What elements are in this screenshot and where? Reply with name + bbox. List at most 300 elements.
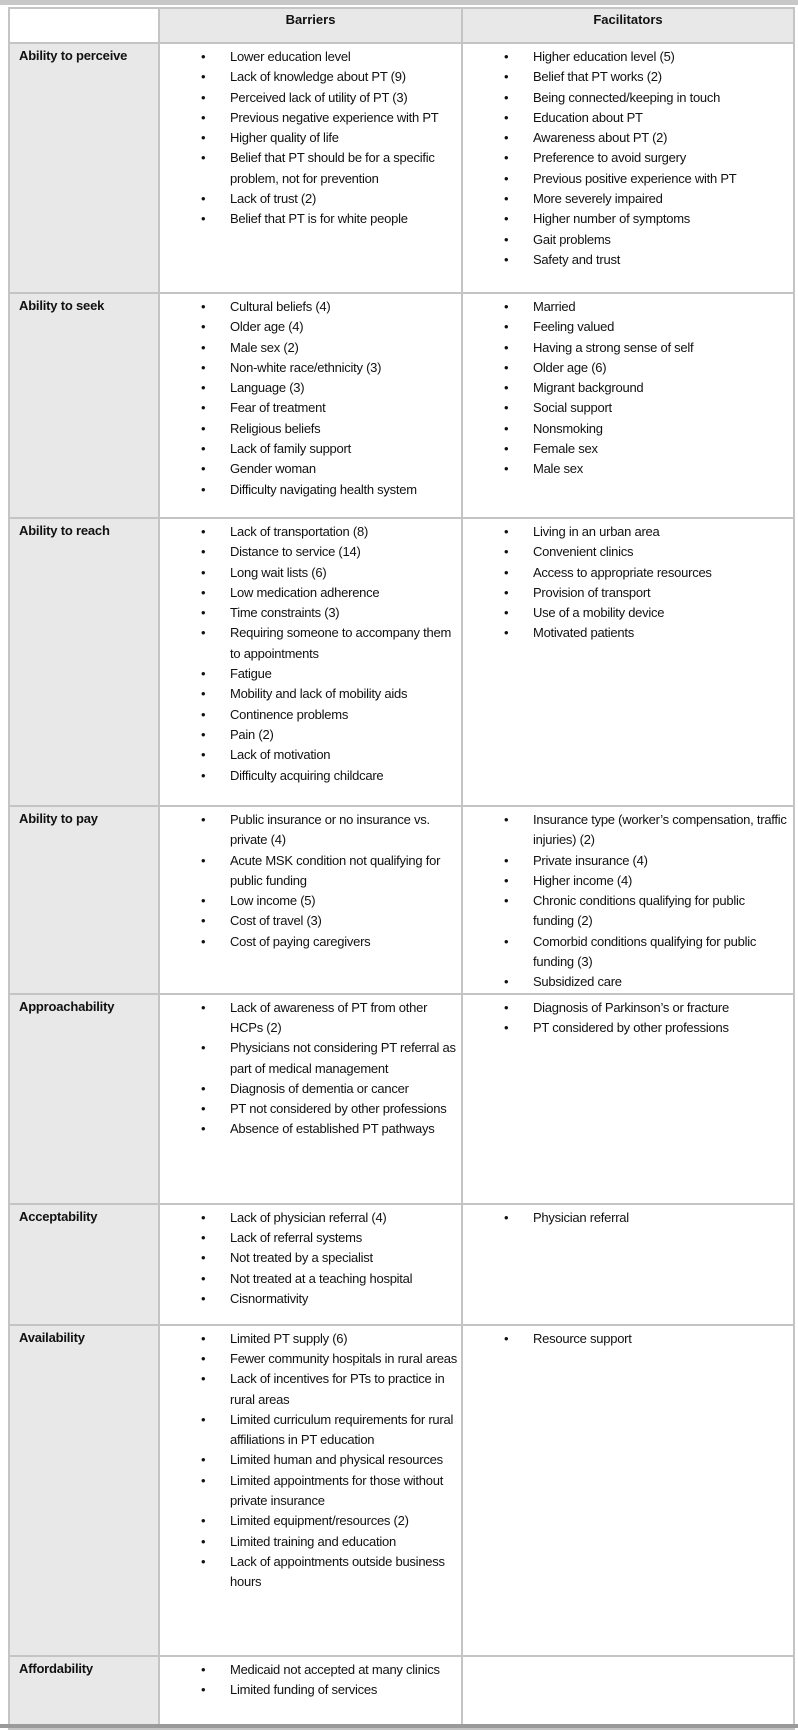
item-text: Higher income (4) bbox=[533, 872, 633, 888]
item-text: Migrant background bbox=[533, 380, 644, 396]
list-item bbox=[463, 209, 793, 229]
item-text: Previous positive experience with PT bbox=[533, 170, 737, 186]
item-text: Social support bbox=[533, 400, 612, 416]
bullet-icon: • bbox=[504, 130, 509, 146]
bullet-icon: • bbox=[504, 191, 509, 207]
barriers-cell bbox=[159, 518, 462, 806]
item-text: Higher education level (5) bbox=[533, 49, 675, 64]
bullet-icon: • bbox=[504, 812, 509, 827]
bullet-icon: • bbox=[201, 726, 206, 742]
item-text: Non-white race/ethnicity (3) bbox=[230, 359, 382, 375]
table-row bbox=[9, 806, 794, 994]
row-label: Approachability bbox=[9, 994, 159, 1204]
item-text: Male sex (2) bbox=[230, 339, 299, 355]
item-text: Older age (4) bbox=[230, 319, 304, 335]
list-item bbox=[160, 1552, 461, 1593]
list-item bbox=[160, 439, 461, 459]
list-item bbox=[160, 88, 461, 108]
bullet-icon: • bbox=[504, 319, 509, 335]
list-item bbox=[160, 603, 461, 623]
bullet-icon: • bbox=[201, 339, 206, 355]
list-item bbox=[463, 810, 793, 851]
barriers-cell bbox=[159, 994, 462, 1204]
item-text: Higher quality of life bbox=[230, 130, 339, 146]
bullet-icon: • bbox=[504, 933, 509, 949]
list-item bbox=[160, 684, 461, 704]
list-item bbox=[160, 1228, 461, 1248]
list-item bbox=[160, 209, 461, 229]
item-text: Public insurance or no insurance vs. private (4) bbox=[230, 812, 430, 848]
item-text: Lack of knowledge about PT (9) bbox=[230, 69, 406, 85]
list-item bbox=[160, 1511, 461, 1531]
header-row bbox=[9, 8, 794, 43]
item-text: More severely impaired bbox=[533, 191, 663, 207]
facilitators-list bbox=[463, 294, 793, 480]
list-item bbox=[160, 189, 461, 209]
list-item bbox=[160, 338, 461, 358]
barriers-cell bbox=[159, 293, 462, 518]
item-text: Lack of referral systems bbox=[230, 1229, 362, 1245]
row-label: Ability to perceive bbox=[9, 43, 159, 293]
list-item bbox=[463, 378, 793, 398]
bullet-icon: • bbox=[504, 1019, 509, 1035]
item-text: Nonsmoking bbox=[533, 420, 603, 436]
row-label: Ability to reach bbox=[9, 518, 159, 806]
list-item bbox=[160, 378, 461, 398]
item-text: Awareness about PT (2) bbox=[533, 130, 668, 146]
facilitators-list bbox=[463, 519, 793, 644]
barriers-cell bbox=[159, 1656, 462, 1729]
table-row bbox=[9, 994, 794, 1204]
bullet-icon: • bbox=[201, 1371, 206, 1387]
bullet-icon: • bbox=[201, 1250, 206, 1266]
item-text: Mobility and lack of mobility aids bbox=[230, 686, 408, 702]
item-text: Fear of treatment bbox=[230, 400, 326, 416]
bullet-icon: • bbox=[504, 461, 509, 477]
bullet-icon: • bbox=[201, 481, 206, 497]
bullet-icon: • bbox=[201, 686, 206, 702]
list-item bbox=[160, 705, 461, 725]
facilitators-list bbox=[463, 807, 793, 993]
item-text: Medicaid not accepted at many clinics bbox=[230, 1661, 440, 1677]
list-item bbox=[463, 603, 793, 623]
bullet-icon: • bbox=[504, 251, 509, 267]
bullet-icon: • bbox=[201, 564, 206, 580]
list-item bbox=[463, 358, 793, 378]
bullet-icon: • bbox=[201, 666, 206, 682]
list-item bbox=[463, 67, 793, 87]
item-text: Previous negative experience with PT bbox=[230, 109, 439, 125]
bullet-icon: • bbox=[201, 1661, 206, 1677]
list-item bbox=[463, 398, 793, 418]
row-label: Availability bbox=[9, 1325, 159, 1656]
bullet-icon: • bbox=[504, 420, 509, 436]
header-facilitators: Facilitators bbox=[462, 8, 794, 43]
item-text: Private insurance (4) bbox=[533, 852, 648, 868]
row-label: Affordability bbox=[9, 1656, 159, 1729]
list-item bbox=[160, 911, 461, 931]
list-item bbox=[463, 459, 793, 479]
list-item bbox=[160, 1410, 461, 1451]
facilitators-cell bbox=[462, 1325, 794, 1656]
bullet-icon: • bbox=[504, 852, 509, 868]
item-text: Limited funding of services bbox=[230, 1681, 378, 1697]
bullet-icon: • bbox=[504, 339, 509, 355]
bullet-icon: • bbox=[201, 441, 206, 457]
list-item bbox=[463, 522, 793, 542]
item-text: Male sex bbox=[533, 461, 584, 477]
bullet-icon: • bbox=[201, 49, 206, 64]
item-text: Married bbox=[533, 299, 576, 314]
list-item bbox=[160, 810, 461, 851]
bullet-icon: • bbox=[201, 211, 206, 227]
item-text: Subsidized care bbox=[533, 974, 622, 990]
bullet-icon: • bbox=[504, 89, 509, 105]
list-item bbox=[160, 459, 461, 479]
item-text: Gait problems bbox=[533, 231, 611, 247]
item-text: PT considered by other professions bbox=[533, 1019, 729, 1035]
item-text: Difficulty navigating health system bbox=[230, 481, 417, 497]
table-row bbox=[9, 43, 794, 293]
list-item bbox=[160, 563, 461, 583]
item-text: Not treated by a specialist bbox=[230, 1250, 373, 1266]
facilitators-list bbox=[463, 44, 793, 270]
list-item bbox=[160, 1038, 461, 1079]
facilitators-list bbox=[463, 1205, 793, 1228]
bullet-icon: • bbox=[201, 109, 206, 125]
list-item bbox=[160, 1450, 461, 1470]
item-text: Higher number of symptoms bbox=[533, 211, 691, 227]
bullet-icon: • bbox=[201, 420, 206, 436]
bullet-icon: • bbox=[201, 524, 206, 539]
row-label: Ability to pay bbox=[9, 806, 159, 994]
barriers-cell bbox=[159, 1204, 462, 1325]
item-text: Lack of awareness of PT from other HCPs (2) bbox=[230, 999, 428, 1035]
item-text: Cost of paying caregivers bbox=[230, 933, 371, 949]
item-text: Limited human and physical resources bbox=[230, 1452, 443, 1468]
item-text: Language (3) bbox=[230, 380, 305, 396]
list-item bbox=[160, 583, 461, 603]
bullet-icon: • bbox=[504, 299, 509, 314]
bullet-icon: • bbox=[201, 747, 206, 763]
bullet-icon: • bbox=[201, 1229, 206, 1245]
bullet-icon: • bbox=[201, 400, 206, 416]
top-border-bar bbox=[0, 0, 798, 5]
bullet-icon: • bbox=[201, 605, 206, 621]
item-text: Older age (6) bbox=[533, 359, 607, 375]
bullet-icon: • bbox=[201, 191, 206, 207]
bullet-icon: • bbox=[504, 231, 509, 247]
bullet-icon: • bbox=[201, 89, 206, 105]
bullet-icon: • bbox=[504, 544, 509, 560]
bullet-icon: • bbox=[504, 49, 509, 64]
barriers-facilitators-table bbox=[8, 7, 795, 1730]
list-item bbox=[463, 972, 793, 992]
item-text: Lack of transportation (8) bbox=[230, 524, 369, 539]
list-item bbox=[463, 623, 793, 643]
list-item bbox=[160, 297, 461, 317]
list-item bbox=[160, 67, 461, 87]
item-text: Motivated patients bbox=[533, 625, 635, 641]
item-text: Requiring someone to accompany them to appointments bbox=[230, 625, 452, 661]
item-text: Limited curriculum requirements for rural affiliations in PT education bbox=[230, 1411, 454, 1448]
list-item bbox=[160, 725, 461, 745]
list-item bbox=[463, 563, 793, 583]
list-item bbox=[463, 317, 793, 337]
item-text: Belief that PT works (2) bbox=[533, 69, 662, 85]
bullet-icon: • bbox=[201, 380, 206, 396]
item-text: Lower education level bbox=[230, 49, 351, 64]
bullet-icon: • bbox=[504, 893, 509, 909]
item-text: Limited equipment/resources (2) bbox=[230, 1513, 409, 1529]
bullet-icon: • bbox=[201, 1452, 206, 1468]
item-text: Having a strong sense of self bbox=[533, 339, 694, 355]
item-text: Religious beliefs bbox=[230, 420, 321, 436]
list-item bbox=[160, 1119, 461, 1139]
bullet-icon: • bbox=[201, 1040, 206, 1056]
table-row bbox=[9, 518, 794, 806]
bullet-icon: • bbox=[504, 872, 509, 888]
item-text: Lack of motivation bbox=[230, 747, 331, 763]
item-text: Limited appointments for those without private insurance bbox=[230, 1472, 444, 1509]
bullet-icon: • bbox=[504, 69, 509, 85]
list-item bbox=[463, 88, 793, 108]
facilitators-list bbox=[463, 1657, 793, 1660]
item-text: Feeling valued bbox=[533, 319, 615, 335]
bullet-icon: • bbox=[504, 150, 509, 166]
item-text: Belief that PT should be for a specific problem, not for prevention bbox=[230, 150, 435, 186]
item-text: Access to appropriate resources bbox=[533, 564, 712, 580]
barriers-list bbox=[160, 519, 461, 786]
bottom-border-bar bbox=[0, 1724, 798, 1728]
facilitators-cell bbox=[462, 806, 794, 994]
table-row bbox=[9, 1656, 794, 1729]
bullet-icon: • bbox=[504, 170, 509, 186]
list-item bbox=[160, 623, 461, 664]
item-text: Lack of trust (2) bbox=[230, 191, 317, 207]
list-item bbox=[160, 542, 461, 562]
list-item bbox=[160, 745, 461, 765]
list-item bbox=[463, 250, 793, 270]
item-text: Cisnormativity bbox=[230, 1290, 309, 1306]
barriers-list bbox=[160, 1657, 461, 1701]
bullet-icon: • bbox=[504, 974, 509, 990]
bullet-icon: • bbox=[201, 1290, 206, 1306]
item-text: Diagnosis of dementia or cancer bbox=[230, 1080, 409, 1096]
item-text: Resource support bbox=[533, 1330, 632, 1346]
bullet-icon: • bbox=[201, 130, 206, 146]
bullet-icon: • bbox=[201, 893, 206, 909]
item-text: Cost of travel (3) bbox=[230, 913, 322, 929]
item-text: Education about PT bbox=[533, 109, 643, 125]
list-item bbox=[463, 189, 793, 209]
item-text: Long wait lists (6) bbox=[230, 564, 327, 580]
bullet-icon: • bbox=[201, 1411, 206, 1427]
bullet-icon: • bbox=[201, 1681, 206, 1697]
list-item bbox=[463, 230, 793, 250]
barriers-cell bbox=[159, 43, 462, 293]
bullet-icon: • bbox=[201, 852, 206, 868]
bullet-icon: • bbox=[201, 69, 206, 85]
list-item bbox=[463, 338, 793, 358]
bullet-icon: • bbox=[201, 1330, 206, 1346]
bullet-icon: • bbox=[201, 625, 206, 641]
list-item bbox=[160, 891, 461, 911]
barriers-list bbox=[160, 1326, 461, 1593]
facilitators-cell bbox=[462, 293, 794, 518]
table-row bbox=[9, 293, 794, 518]
item-text: Difficulty acquiring childcare bbox=[230, 767, 384, 783]
list-item bbox=[160, 1660, 461, 1680]
table-row bbox=[9, 1204, 794, 1325]
item-text: Absence of established PT pathways bbox=[230, 1121, 435, 1137]
list-item bbox=[463, 47, 793, 67]
item-text: PT not considered by other professions bbox=[230, 1101, 447, 1117]
list-item bbox=[160, 358, 461, 378]
list-item bbox=[160, 47, 461, 67]
barriers-list bbox=[160, 44, 461, 230]
facilitators-list bbox=[463, 1326, 793, 1349]
bullet-icon: • bbox=[504, 109, 509, 125]
list-item bbox=[160, 317, 461, 337]
bullet-icon: • bbox=[201, 1472, 206, 1488]
barriers-cell bbox=[159, 1325, 462, 1656]
list-item bbox=[160, 398, 461, 418]
item-text: Comorbid conditions qualifying for public funding (3) bbox=[533, 933, 757, 970]
list-item bbox=[160, 998, 461, 1039]
item-text: Fatigue bbox=[230, 666, 272, 682]
item-text: Diagnosis of Parkinson’s or fracture bbox=[533, 999, 729, 1015]
list-item bbox=[160, 1248, 461, 1268]
list-item bbox=[160, 851, 461, 892]
item-text: Physician referral bbox=[533, 1209, 629, 1225]
list-item bbox=[463, 169, 793, 189]
facilitators-list bbox=[463, 995, 793, 1039]
table-row bbox=[9, 1325, 794, 1656]
bullet-icon: • bbox=[201, 1553, 206, 1569]
item-text: Not treated at a teaching hospital bbox=[230, 1270, 413, 1286]
row-label: Acceptability bbox=[9, 1204, 159, 1325]
header-barriers: Barriers bbox=[159, 8, 462, 43]
item-text: Lack of physician referral (4) bbox=[230, 1209, 387, 1225]
list-item bbox=[160, 128, 461, 148]
item-text: Belief that PT is for white people bbox=[230, 211, 408, 227]
bullet-icon: • bbox=[201, 1533, 206, 1549]
facilitators-cell bbox=[462, 43, 794, 293]
facilitators-cell bbox=[462, 1204, 794, 1325]
list-item bbox=[160, 1079, 461, 1099]
bullet-icon: • bbox=[201, 299, 206, 314]
bullet-icon: • bbox=[504, 524, 509, 539]
list-item bbox=[160, 108, 461, 128]
bullet-icon: • bbox=[504, 564, 509, 580]
barriers-list bbox=[160, 807, 461, 952]
item-text: Low income (5) bbox=[230, 893, 316, 909]
item-text: Distance to service (14) bbox=[230, 544, 361, 560]
item-text: Being connected/keeping in touch bbox=[533, 89, 721, 105]
bullet-icon: • bbox=[201, 706, 206, 722]
list-item bbox=[463, 542, 793, 562]
list-item bbox=[160, 1369, 461, 1410]
list-item bbox=[463, 891, 793, 932]
bullet-icon: • bbox=[201, 1101, 206, 1117]
item-text: Limited training and education bbox=[230, 1533, 396, 1549]
list-item bbox=[160, 1329, 461, 1349]
facilitators-cell bbox=[462, 518, 794, 806]
item-text: Gender woman bbox=[230, 461, 316, 477]
bullet-icon: • bbox=[201, 1121, 206, 1137]
bullet-icon: • bbox=[201, 1080, 206, 1096]
list-item bbox=[160, 1532, 461, 1552]
item-text: Preference to avoid surgery bbox=[533, 150, 686, 166]
item-text: Physicians not considering PT referral as part of medical management bbox=[230, 1040, 456, 1076]
list-item bbox=[160, 1208, 461, 1228]
list-item bbox=[463, 998, 793, 1018]
list-item bbox=[160, 1269, 461, 1289]
bullet-icon: • bbox=[504, 400, 509, 416]
facilitators-cell bbox=[462, 1656, 794, 1729]
list-item bbox=[160, 1680, 461, 1700]
item-text: Provision of transport bbox=[533, 584, 651, 600]
facilitators-cell bbox=[462, 994, 794, 1204]
list-item bbox=[160, 480, 461, 500]
item-text: Insurance type (worker’s compensation, traffic injuries) (2) bbox=[533, 812, 787, 848]
bullet-icon: • bbox=[201, 461, 206, 477]
bullet-icon: • bbox=[504, 999, 509, 1015]
list-item bbox=[160, 664, 461, 684]
list-item bbox=[160, 766, 461, 786]
barriers-cell bbox=[159, 806, 462, 994]
list-item bbox=[463, 871, 793, 891]
bullet-icon: • bbox=[504, 1330, 509, 1346]
item-text: Female sex bbox=[533, 441, 598, 457]
list-item bbox=[463, 419, 793, 439]
item-text: Lack of family support bbox=[230, 441, 351, 457]
item-text: Perceived lack of utility of PT (3) bbox=[230, 89, 408, 105]
bullet-icon: • bbox=[504, 359, 509, 375]
barriers-list bbox=[160, 294, 461, 500]
item-text: Use of a mobility device bbox=[533, 605, 665, 621]
item-text: Lack of incentives for PTs to practice in rural areas bbox=[230, 1371, 445, 1407]
bullet-icon: • bbox=[201, 1270, 206, 1286]
list-item bbox=[463, 1018, 793, 1038]
item-text: Cultural beliefs (4) bbox=[230, 299, 331, 314]
list-item bbox=[160, 1349, 461, 1369]
list-item bbox=[160, 419, 461, 439]
header-blank bbox=[9, 8, 159, 43]
list-item bbox=[463, 128, 793, 148]
list-item bbox=[160, 932, 461, 952]
item-text: Fewer community hospitals in rural areas bbox=[230, 1350, 457, 1366]
bullet-icon: • bbox=[201, 1513, 206, 1529]
list-item bbox=[463, 583, 793, 603]
list-item bbox=[463, 932, 793, 973]
bullet-icon: • bbox=[201, 544, 206, 560]
bullet-icon: • bbox=[201, 319, 206, 335]
bullet-icon: • bbox=[201, 359, 206, 375]
item-text: Low medication adherence bbox=[230, 584, 380, 600]
bullet-icon: • bbox=[504, 211, 509, 227]
item-text: Lack of appointments outside business hours bbox=[230, 1553, 445, 1590]
item-text: Time constraints (3) bbox=[230, 605, 340, 621]
list-item bbox=[160, 1099, 461, 1119]
item-text: Pain (2) bbox=[230, 726, 274, 742]
bullet-icon: • bbox=[504, 605, 509, 621]
list-item bbox=[160, 1289, 461, 1309]
bullet-icon: • bbox=[201, 812, 206, 827]
item-text: Living in an urban area bbox=[533, 524, 660, 539]
bullet-icon: • bbox=[201, 933, 206, 949]
